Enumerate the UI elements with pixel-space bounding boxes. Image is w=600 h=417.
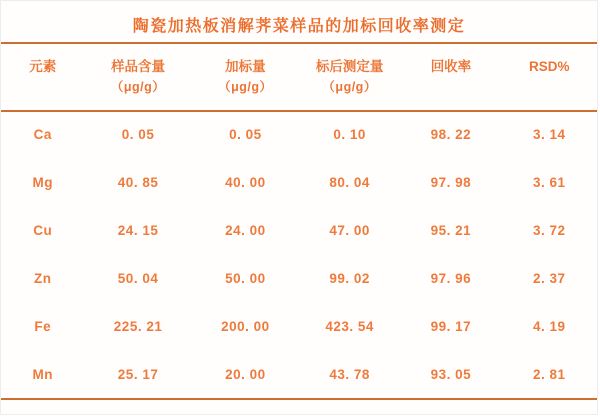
cell-recovery: 97. 98 bbox=[430, 174, 472, 190]
table-header-row bbox=[1, 58, 597, 96]
cell-rsd: 2. 37 bbox=[533, 270, 566, 286]
cell-sample: 25. 17 bbox=[117, 366, 159, 382]
cell-spiked: 20. 00 bbox=[225, 366, 266, 382]
column-header-label: 标后测定量 bbox=[315, 59, 384, 74]
cell-sample: 40. 85 bbox=[117, 174, 159, 190]
cell-sample: 225. 21 bbox=[113, 318, 163, 334]
cell-rsd: 2. 81 bbox=[533, 366, 566, 382]
cell-rsd: 3. 14 bbox=[533, 126, 566, 142]
table-body bbox=[1, 110, 597, 398]
cell-recovery: 93. 05 bbox=[430, 366, 472, 382]
cell-recovery: 98. 22 bbox=[430, 126, 472, 142]
column-header-unit: （μg/g） bbox=[110, 80, 166, 95]
column-header-label: 元素 bbox=[29, 59, 57, 74]
cell-recovery: 97. 96 bbox=[430, 270, 472, 286]
cell-spiked: 0. 05 bbox=[229, 126, 262, 142]
column-header-rsd bbox=[502, 58, 597, 96]
cell-sample: 0. 05 bbox=[121, 126, 155, 142]
cell-measured: 0. 10 bbox=[333, 126, 366, 142]
column-header-measured-after-spike bbox=[299, 58, 400, 96]
table-row-mn bbox=[1, 350, 597, 398]
column-header-label: 样品含量 bbox=[111, 59, 166, 74]
cell-rsd: 4. 19 bbox=[533, 318, 566, 334]
column-header-spiked-amount bbox=[192, 58, 299, 96]
table-row-zn bbox=[1, 254, 597, 302]
column-header-recovery bbox=[400, 58, 501, 96]
column-header-element bbox=[1, 58, 84, 96]
cell-element: Fe bbox=[34, 318, 52, 334]
table-row-mg bbox=[1, 158, 597, 206]
cell-rsd: 3. 61 bbox=[533, 174, 566, 190]
cell-element: Mg bbox=[32, 174, 53, 190]
divider-top bbox=[1, 42, 597, 44]
cell-measured: 47. 00 bbox=[329, 222, 370, 238]
cell-element: Zn bbox=[33, 270, 52, 286]
cell-spiked: 40. 00 bbox=[225, 174, 266, 190]
table-row-cu bbox=[1, 206, 597, 254]
column-header-label: 加标量 bbox=[225, 59, 266, 74]
cell-spiked: 24. 00 bbox=[225, 222, 266, 238]
column-header-label: RSD% bbox=[529, 59, 570, 74]
cell-element: Mn bbox=[32, 366, 53, 382]
column-header-unit: （μg/g） bbox=[218, 80, 273, 95]
cell-spiked: 50. 00 bbox=[225, 270, 266, 286]
page-title: 陶瓷加热板消解荠菜样品的加标回收率测定 bbox=[132, 18, 466, 35]
table-row-fe bbox=[1, 302, 597, 350]
table-row-ca bbox=[1, 110, 597, 158]
column-header-sample-content bbox=[84, 58, 191, 96]
cell-measured: 43. 78 bbox=[329, 366, 370, 382]
cell-measured: 423. 54 bbox=[325, 318, 374, 334]
column-header-label: 回收率 bbox=[430, 59, 472, 74]
cell-sample: 24. 15 bbox=[117, 222, 159, 238]
cell-element: Cu bbox=[33, 222, 53, 238]
cell-measured: 99. 02 bbox=[329, 270, 370, 286]
cell-rsd: 3. 72 bbox=[533, 222, 566, 238]
column-header-unit: （μg/g） bbox=[322, 80, 377, 95]
cell-sample: 50. 04 bbox=[117, 270, 159, 286]
cell-recovery: 95. 21 bbox=[430, 222, 472, 238]
cell-element: Ca bbox=[33, 126, 52, 142]
cell-measured: 80. 04 bbox=[329, 174, 370, 190]
cell-recovery: 99. 17 bbox=[430, 318, 472, 334]
cell-spiked: 200. 00 bbox=[221, 318, 270, 334]
divider-bottom bbox=[1, 398, 597, 400]
